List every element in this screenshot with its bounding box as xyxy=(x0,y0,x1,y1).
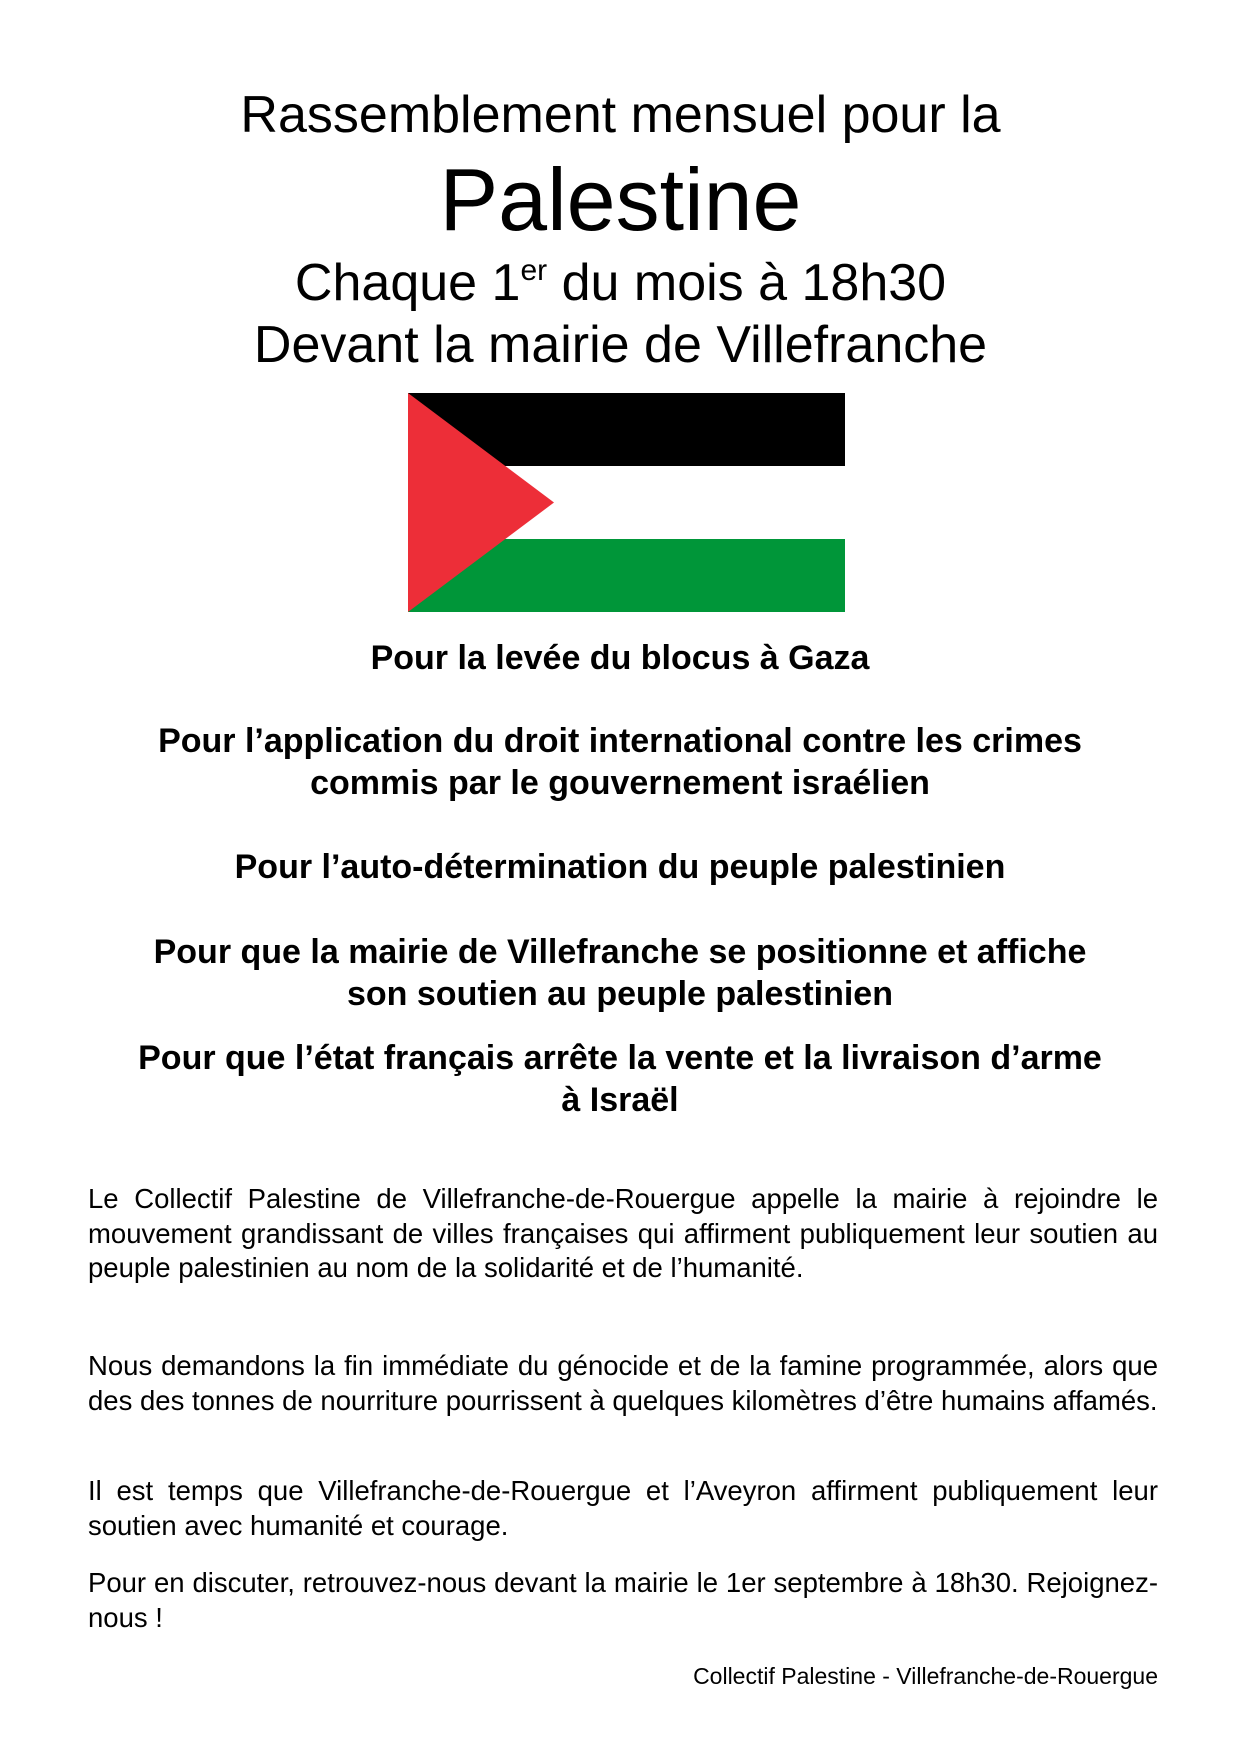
demand-international-law xyxy=(70,720,1170,804)
demand-line: commis par le gouvernement israélien xyxy=(310,764,930,802)
schedule-ordinal: er xyxy=(520,254,548,287)
schedule-suffix: du mois à 18h30 xyxy=(547,254,947,312)
title-palestine: Palestine xyxy=(439,150,802,249)
demand-line: Pour que la mairie de Villefranche se positionne et affiche xyxy=(153,933,1087,971)
demand-line: Pour l’auto-détermination du peuple palestinien xyxy=(234,848,1006,886)
schedule-prefix: Chaque 1 xyxy=(294,254,521,312)
demand-gaza-blockade xyxy=(70,637,1170,679)
location-line: Devant la mairie de Villefranche xyxy=(253,316,988,374)
paragraph-invitation: Pour en discuter, retrouvez-nous devant la mairie le 1er septembre à 18h30. Rejoignez-nous ! xyxy=(88,1567,1158,1633)
demand-town-hall-support xyxy=(70,931,1170,1015)
paragraph-demand: Nous demandons la fin immédiate du génocide et de la famine programmée, alors que des des tonnes de nourriture pourrissent à quelques kilomètres d’être humains affamés. xyxy=(88,1350,1158,1416)
title-line-1: Rassemblement mensuel pour la xyxy=(240,86,1001,144)
demand-line: Pour l’application du droit international contre les crimes xyxy=(158,722,1082,760)
demand-line: Pour que l’état français arrête la vente et la livraison d’arme xyxy=(138,1039,1102,1077)
paragraph-time: Il est temps que Villefranche-de-Rouergue et l’Aveyron affirment publiquement leur soutien avec humanité et courage. xyxy=(88,1475,1158,1541)
demand-line: Pour la levée du blocus à Gaza xyxy=(370,639,870,677)
paragraph-appeal: Le Collectif Palestine de Villefranche-de-Rouergue appelle la mairie à rejoindre le mouvement grandissant de villes françaises qui affirment publiquement leur soutien au peuple palestinien au nom de la solidarité et de l’humanité. xyxy=(88,1183,1158,1283)
signature: Collectif Palestine - Villefranche-de-Rouergue xyxy=(693,1663,1158,1689)
demand-arms-embargo xyxy=(70,1037,1170,1121)
demand-line: à Israël xyxy=(561,1081,679,1119)
palestine-flag-icon xyxy=(408,393,845,612)
schedule-line xyxy=(0,252,1241,314)
demand-line: son soutien au peuple palestinien xyxy=(347,975,893,1013)
demand-self-determination xyxy=(70,846,1170,888)
